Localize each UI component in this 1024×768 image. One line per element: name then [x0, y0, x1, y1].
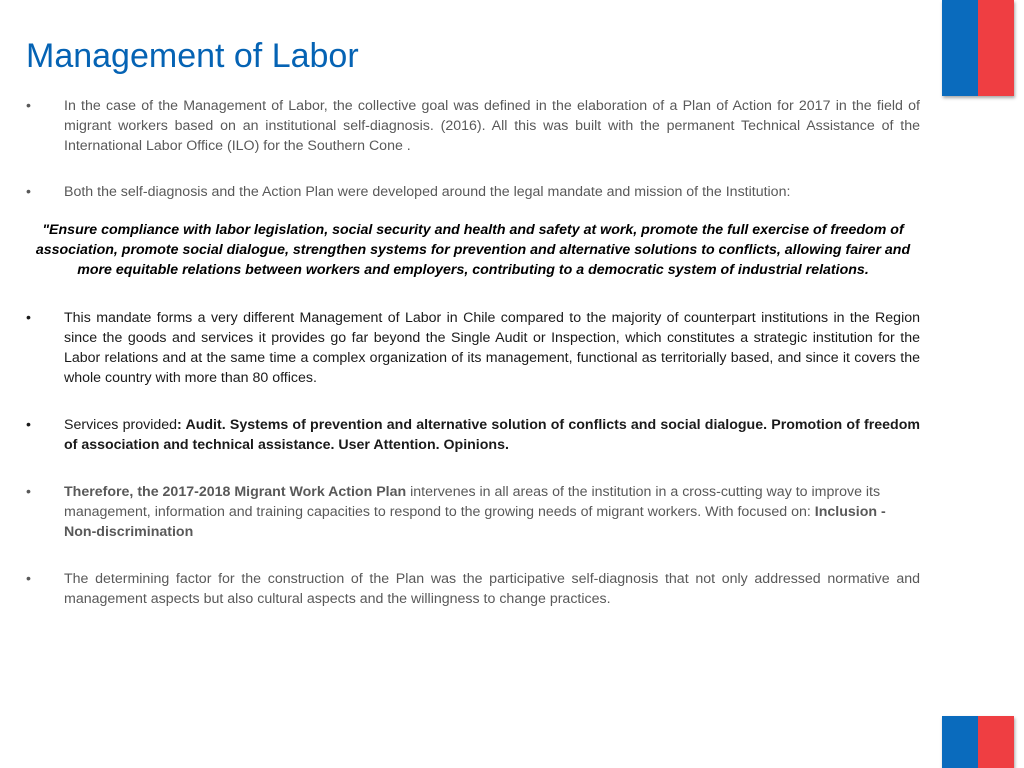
flag-blue-stripe	[942, 716, 978, 768]
bullet-item-6	[26, 569, 920, 609]
flag-red-stripe	[978, 0, 1014, 96]
bullet-text: The determining factor for the construction of the Plan was the participative self-diagnosis that not only addressed normative and management aspects but also cultural aspects and the willingness to change practices.	[64, 571, 920, 607]
bullet-item-4	[26, 415, 920, 455]
bullet-dot: •	[26, 310, 31, 326]
chile-flag-logo-bottom	[942, 716, 1014, 768]
bullet-item-3	[26, 308, 920, 388]
flag-red-stripe	[978, 716, 1014, 768]
bullet-dot: •	[26, 98, 31, 114]
bullet-text: This mandate forms a very different Management of Labor in Chile compared to the majority of counterpart institutions in the Region since the goods and services it provides go far beyond the Single Audit or Inspection, which constitutes a strategic institution for the Labor relations and at the same time a complex organization of its management, functional as territorially based, and since it covers the whole country with more than 80 offices.	[64, 310, 920, 386]
flag-blue-stripe	[942, 0, 978, 96]
mission-quote: "Ensure compliance with labor legislation, social security and health and safety at work, promote the full exercise of freedom of association, promote social dialogue, strengthen systems for prevention and alternative solutions to conflicts, allowing fairer and more equitable relations between workers and employers, contributing to a democratic system of industrial relations.	[35, 222, 911, 278]
bullet-item-2	[26, 182, 920, 202]
chile-flag-logo-top	[942, 0, 1014, 96]
bullet-text-bold: : Audit. Systems of prevention and alternative solution of conflicts and social dialogue. Promotion of freedom of association and technical assistance. User Attention. Opinions.	[64, 417, 920, 453]
bullet-dot: •	[26, 184, 31, 200]
slide-title: Management of Labor	[26, 37, 359, 75]
bullet-text-bold-tail: Inclusion - Non-discrimination	[64, 504, 886, 540]
bullet-text: In the case of the Management of Labor, the collective goal was defined in the elaboration of a Plan of Action for 2017 in the field of migrant workers based on an institutional self-diagnosis. (2016). All this was built with the permanent Technical Assistance of the International Labor Office (ILO) for the Southern Cone .	[64, 98, 920, 154]
bullet-dot: •	[26, 417, 31, 433]
bullet-dot: •	[26, 571, 31, 587]
bullet-text-bold-lead: Therefore, the 2017-2018 Migrant Work Action Plan	[64, 484, 407, 500]
bullet-item-5	[26, 482, 920, 542]
slide-body	[26, 96, 920, 609]
bullet-dot: •	[26, 484, 31, 500]
bullet-text: intervenes in all areas of the institution in a cross-cutting way to improve its management, information and training capacities to respond to the growing needs of migrant workers. With focused on:	[64, 484, 881, 520]
bullet-item-1	[26, 96, 920, 156]
bullet-text-lead: Services provided	[64, 417, 178, 433]
bullet-text: Both the self-diagnosis and the Action Plan were developed around the legal mandate and mission of the Institution:	[64, 184, 791, 200]
